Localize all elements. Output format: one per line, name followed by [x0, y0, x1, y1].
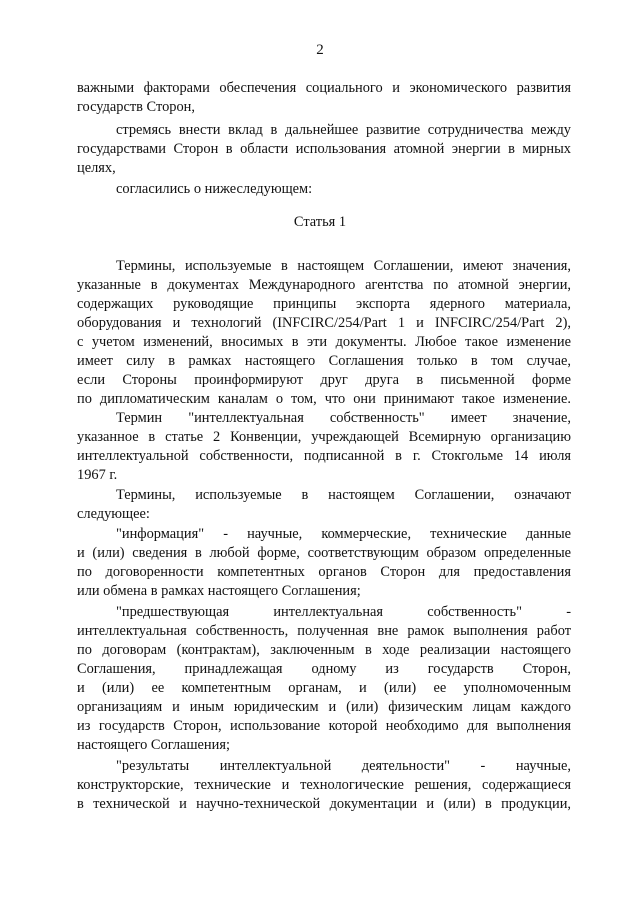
- text-line: государствами Сторон в области использования атомной энергии в мирных: [77, 141, 571, 157]
- article-heading: Статья 1: [293, 214, 347, 230]
- text-line: оборудования и технологий (INFCIRC/254/Part 1 и INFCIRC/254/Part 2),: [77, 315, 571, 331]
- text-line: по дипломатическим каналам о том, что они принимают такое изменение.: [77, 391, 571, 407]
- text-line: следующее:: [77, 506, 150, 522]
- text-line: важными факторами обеспечения социального и экономического развития: [77, 80, 571, 96]
- text-line: Термин "интеллектуальная собственность" имеет значение,: [116, 410, 571, 426]
- text-line: "информация" - научные, коммерческие, технические данные: [116, 526, 571, 542]
- text-line: интеллектуальной собственности, подписанной в г. Стокгольме 14 июля: [77, 448, 571, 464]
- text-line: содержащих руководящие принципы экспорта ядерного материала,: [77, 296, 571, 312]
- text-line: настоящего Соглашения;: [77, 737, 230, 753]
- text-line: по договорам (контрактам), заключенным в ходе реализации настоящего: [77, 642, 571, 658]
- text-line: указанное в статье 2 Конвенции, учреждающей Всемирную организацию: [77, 429, 571, 445]
- text-line: Соглашения, принадлежащая одному из государств Сторон,: [77, 661, 571, 677]
- text-line: целях,: [77, 160, 116, 176]
- text-line: и (или) сведения в любой форме, соответствующим образом определенные: [77, 545, 571, 561]
- text-line: имеет силу в рамках настоящего Соглашения только в том случае,: [77, 353, 571, 369]
- page-number: 2: [316, 42, 324, 58]
- text-line: "результаты интеллектуальной деятельности" - научные,: [116, 758, 571, 774]
- text-line: согласились о нижеследующем:: [116, 181, 313, 197]
- text-line: организациям и иным юридическим и (или) физическим лицам каждого: [77, 699, 571, 715]
- text-line: указанные в документах Международного агентства по атомной энергии,: [77, 277, 571, 293]
- text-line: "предшествующая интеллектуальная собственность" -: [116, 604, 571, 620]
- text-line: 1967 г.: [77, 467, 118, 483]
- text-line: интеллектуальная собственность, полученная вне рамок выполнения работ: [77, 623, 571, 639]
- text-line: с учетом изменений, вносимых в эти документы. Любое такое изменение: [77, 334, 571, 350]
- text-line: по договоренности компетентных органов Сторон для предоставления: [77, 564, 571, 580]
- text-line: в технической и научно-технической документации и (или) в продукции,: [77, 796, 571, 812]
- text-line: государств Сторон,: [77, 99, 195, 115]
- text-line: или обмена в рамках настоящего Соглашения;: [77, 583, 361, 599]
- text-line: Термины, используемые в настоящем Соглашении, означают: [116, 487, 571, 503]
- text-line: Термины, используемые в настоящем Соглашении, имеют значения,: [116, 258, 571, 274]
- text-line: если Стороны проинформируют друг друга в письменной форме: [77, 372, 571, 388]
- text-line: конструкторские, технические и технологические решения, содержащиеся: [77, 777, 571, 793]
- text-line: и (или) ее компетентным органам, и (или) ее уполномоченным: [77, 680, 571, 696]
- text-line: стремясь внести вклад в дальнейшее развитие сотрудничества между: [116, 122, 571, 138]
- text-line: из государств Сторон, использование которой необходимо для выполнения: [77, 718, 571, 734]
